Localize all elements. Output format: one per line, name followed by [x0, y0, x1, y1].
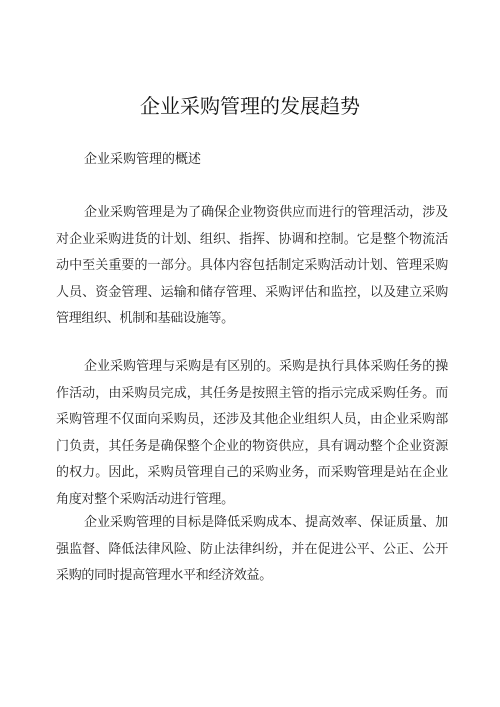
paragraph-overview: 企业采购管理是为了确保企业物资供应而进行的管理活动，涉及对企业采购进货的计划、组织、指挥、协调和控制。它是整个物流活动中至关重要的一部分。具体内容包括制定采购活动计划、管理采购人员、资金管理、运输和储存管理、采购评估和监控，以及建立采购管理组织、机制和基础设施等。 [56, 205, 448, 326]
paragraph-distinction: 企业采购管理与采购是有区别的。采购是执行具体采购任务的操作活动，由采购员完成，其任务是按照主管的指示完成采购任务。而采购管理不仅面向采购员，还涉及其他企业组织人员，由企业采购部门负责，其任务是确保整个企业的物资供应，具有调动整个企业资源的权力。因此，采购员管理自己的采购业务，而采购管理是站在企业角度对整个采购活动进行管理。 [56, 359, 448, 507]
section-heading: 企业采购管理的概述 [84, 152, 202, 167]
paragraph-goals: 企业采购管理的目标是降低采购成本、提高效率、保证质量、加强监督、降低法律风险、防止法律纠纷，并在促进公平、公正、公开采购的同时提高管理水平和经济效益。 [56, 515, 448, 583]
document-title: 企业采购管理的发展趋势 [140, 94, 360, 118]
